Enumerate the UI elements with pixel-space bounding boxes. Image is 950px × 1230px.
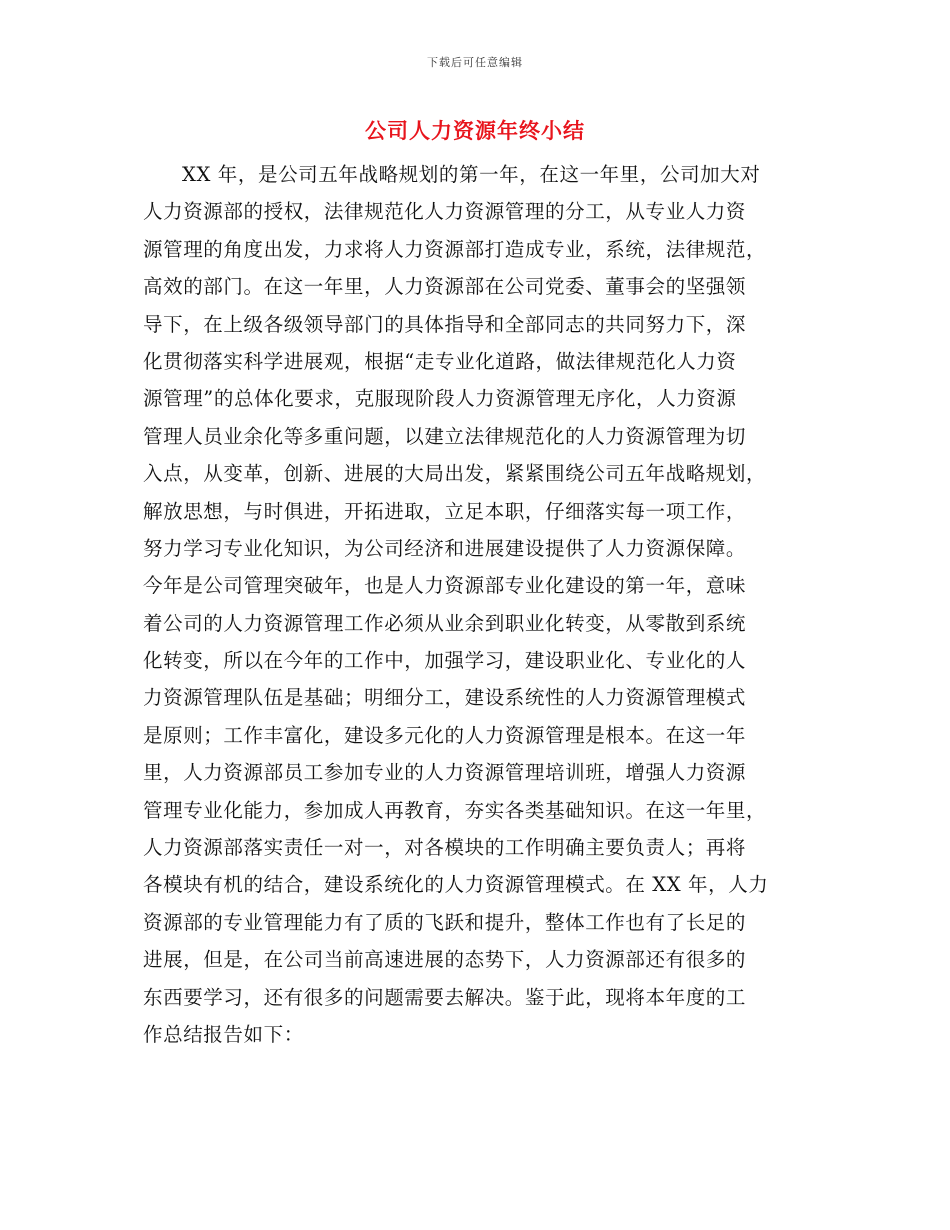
- document-title: 公司人力资源年终小结: [365, 118, 585, 143]
- body-line: 努力学习专业化知识，为公司经济和进展建设提供了人力资源保障。: [143, 536, 747, 560]
- body-line: 各模块有机的结合，建设系统化的人力资源管理模式。在 XX 年，人力: [143, 873, 769, 897]
- header-note: 下载后可任意编辑: [427, 56, 523, 69]
- body-line: 着公司的人力资源管理工作必须从业余到职业化转变，从零散到系统: [143, 611, 747, 635]
- document-body: [143, 156, 803, 1053]
- body-line: 源管理的角度出发，力求将人力资源部打造成专业，系统，法律规范，: [143, 237, 767, 261]
- body-line: 人力资源部落实责任一对一，对各模块的工作明确主要负责人；再将: [143, 836, 747, 860]
- body-line: 高效的部门。在这一年里，人力资源部在公司党委、董事会的坚强领: [143, 275, 747, 299]
- body-line: 是原则；工作丰富化，建设多元化的人力资源管理是根本。在这一年: [143, 723, 747, 747]
- body-line: 进展，但是，在公司当前高速进展的态势下，人力资源部还有很多的: [143, 948, 747, 972]
- body-line: 管理专业化能力，参加成人再教育，夯实各类基础知识。在这一年里，: [143, 798, 767, 822]
- body-line: 资源部的专业管理能力有了质的飞跃和提升，整体工作也有了长足的: [143, 910, 747, 934]
- body-line: 解放思想，与时俱进，开拓进取，立足本职，仔细落实每一项工作，: [143, 499, 747, 523]
- body-line: 东西要学习，还有很多的问题需要去解决。鉴于此，现将本年度的工: [143, 985, 747, 1009]
- body-line: 源管理”的总体化要求，克服现阶段人力资源管理无序化，人力资源: [143, 387, 737, 411]
- body-line: 作总结报告如下：: [143, 1022, 304, 1046]
- body-line: 化贯彻落实科学进展观，根据“走专业化道路，做法律规范化人力资: [143, 349, 737, 373]
- body-line: 导下，在上级各级领导部门的具体指导和全部同志的共同努力下，深: [143, 312, 747, 336]
- body-line: 里，人力资源部员工参加专业的人力资源管理培训班，增强人力资源: [143, 761, 747, 785]
- body-line: 化转变，所以在今年的工作中，加强学习，建设职业化、专业化的人: [143, 649, 747, 673]
- body-line: 人力资源部的授权，法律规范化人力资源管理的分工，从专业人力资: [143, 200, 747, 224]
- body-line: 管理人员业余化等多重问题，以建立法律规范化的人力资源管理为切: [143, 424, 747, 448]
- body-line: 力资源管理队伍是基础；明细分工，建设系统性的人力资源管理模式: [143, 686, 747, 710]
- body-line: 入点，从变革，创新、进展的大局出发，紧紧围绕公司五年战略规划，: [143, 462, 767, 486]
- body-line: XX 年，是公司五年战略规划的第一年，在这一年里，公司加大对: [182, 163, 761, 186]
- body-line: 今年是公司管理突破年，也是人力资源部专业化建设的第一年，意味: [143, 574, 747, 598]
